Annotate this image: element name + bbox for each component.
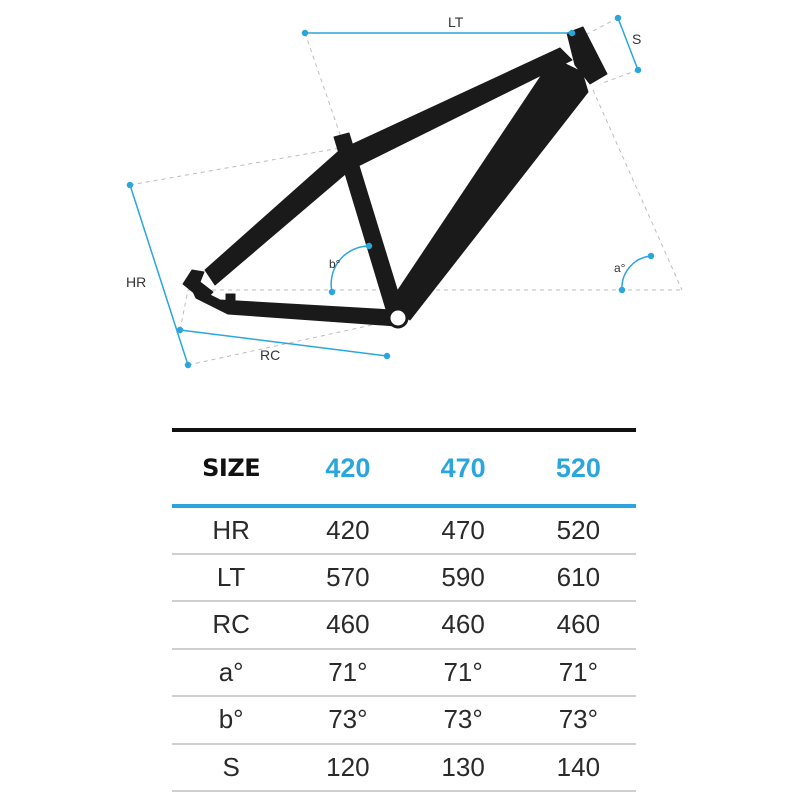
row-label: S (222, 751, 240, 782)
table-row-rc (172, 601, 636, 649)
row-label: a° (218, 656, 244, 687)
head-angle-endpoint-tube (649, 254, 654, 259)
rc-endpoint-left (178, 328, 183, 333)
table-cell: 71° (328, 656, 368, 687)
table-cell: 140 (556, 751, 601, 782)
head-angle-endpoint-base (620, 288, 625, 293)
size-header-520: 520 (555, 452, 601, 483)
table-row-hr (172, 506, 636, 554)
table-cell: 610 (556, 561, 601, 592)
hr-guide-bottom (188, 320, 395, 365)
table-cell: 71° (443, 656, 483, 687)
table-cell: 73° (443, 704, 483, 735)
head-angle-arc (622, 256, 651, 290)
table-cell: 73° (328, 704, 368, 735)
bottom-bracket (389, 309, 407, 327)
lt-guide-left (305, 33, 342, 140)
table-cell: 460 (556, 609, 601, 640)
seat-angle-endpoint-tube (367, 244, 372, 249)
size-header-row (172, 430, 636, 506)
table-cell: 520 (556, 514, 601, 545)
table-row-a (172, 649, 636, 697)
rc-endpoint-right (385, 354, 390, 359)
table-cell: 460 (326, 609, 370, 640)
rc-dimension-line (180, 330, 387, 356)
table-row-lt (172, 554, 636, 602)
hr-label: HR (126, 274, 147, 290)
rc-label: RC (260, 347, 281, 363)
size-header-420: 420 (325, 452, 371, 483)
brake-mount (226, 294, 235, 303)
hr-endpoint-bottom (186, 363, 191, 368)
size-header-label: SIZE (202, 454, 261, 482)
geometry-table (172, 428, 636, 792)
s-endpoint-bottom (636, 68, 641, 73)
table-cell: 120 (326, 751, 370, 782)
table-cell: 71° (558, 656, 599, 687)
table-cell: 570 (326, 561, 370, 592)
s-guide-top (585, 18, 618, 35)
lt-endpoint-left (303, 31, 308, 36)
hr-endpoint-top (128, 183, 133, 188)
b-angle-label: b° (329, 257, 341, 271)
table-cell: 460 (441, 609, 485, 640)
table-cell: 590 (441, 561, 485, 592)
table-cell: 470 (441, 514, 485, 545)
lt-label: LT (448, 14, 464, 30)
row-label: LT (216, 561, 246, 592)
s-endpoint-top (616, 16, 621, 21)
table-row-s (172, 744, 636, 792)
table-row-b (172, 696, 636, 744)
row-label: b° (218, 704, 244, 735)
table-cell: 130 (441, 751, 485, 782)
s-label: S (632, 31, 642, 47)
size-header-470: 470 (440, 452, 486, 483)
frame (183, 27, 607, 326)
chain-stay (190, 285, 396, 326)
rc-guide-left (180, 290, 188, 330)
row-label: RC (212, 609, 250, 640)
table-cell: 73° (558, 704, 599, 735)
seat-angle-endpoint-base (330, 290, 335, 295)
table-cell: 420 (326, 514, 370, 545)
lt-endpoint-right (570, 31, 575, 36)
a-angle-label: a° (614, 261, 626, 275)
row-label: HR (212, 514, 250, 545)
